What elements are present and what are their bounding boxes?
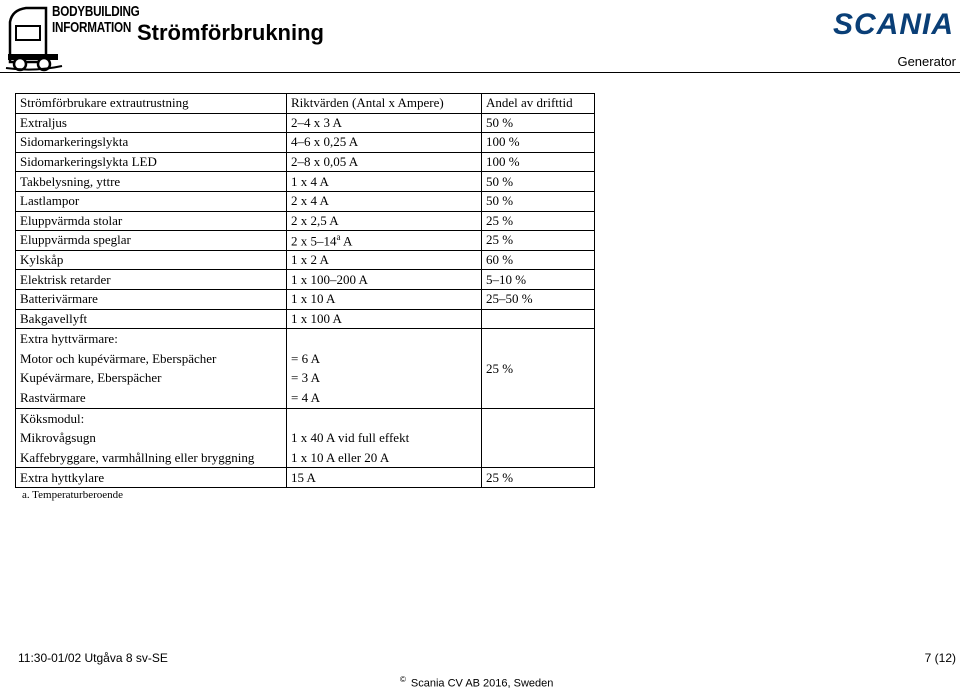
consumer-cell: Eluppvärmda stolar bbox=[16, 211, 287, 231]
share-cell: 50 % bbox=[482, 113, 595, 133]
share-cell bbox=[482, 309, 595, 329]
sub-item-label: Rastvärmare bbox=[20, 389, 86, 405]
guideline-cell: 2 x 2,5 A bbox=[287, 211, 482, 231]
consumer-cell: Kylskåp bbox=[16, 250, 287, 270]
share-cell bbox=[482, 408, 595, 468]
document-id: 11:30-01/02 Utgåva 8 sv-SE bbox=[18, 651, 168, 665]
sub-item-value: 1 x 40 A vid full effekt bbox=[291, 430, 410, 446]
consumer-cell: Elektrisk retarder bbox=[16, 270, 287, 290]
copyright bbox=[400, 675, 553, 690]
power-consumption-table bbox=[15, 93, 595, 488]
share-cell: 25 % bbox=[482, 468, 595, 488]
share-cell: 50 % bbox=[482, 172, 595, 192]
share-cell: 100 % bbox=[482, 152, 595, 172]
copyright-icon: © bbox=[400, 675, 406, 684]
section-label: Generator bbox=[897, 54, 956, 69]
guideline-cell: 1 x 100 A bbox=[287, 309, 482, 329]
guideline-cell bbox=[287, 329, 482, 408]
guideline-cell: 4–6 x 0,25 A bbox=[287, 133, 482, 153]
table-row bbox=[16, 468, 595, 488]
guideline-unit: A bbox=[340, 233, 353, 249]
guideline-cell: 1 x 10 A bbox=[287, 289, 482, 309]
group-label: Köksmodul: bbox=[20, 410, 85, 426]
share-cell: 25 % bbox=[482, 211, 595, 231]
table-row-cab-heater-group bbox=[16, 329, 595, 408]
consumer-cell: Eluppvärmda speglar bbox=[16, 231, 287, 251]
consumer-cell bbox=[16, 329, 287, 408]
guideline-cell: 2–4 x 3 A bbox=[287, 113, 482, 133]
guideline-cell: 15 A bbox=[287, 468, 482, 488]
guideline-cell: 2 x 4 A bbox=[287, 191, 482, 211]
page-number: 7 (12) bbox=[924, 651, 956, 665]
table-row bbox=[16, 211, 595, 231]
sub-item-label: Mikrovågsugn bbox=[20, 430, 96, 446]
consumer-cell: Takbelysning, yttre bbox=[16, 172, 287, 192]
share-cell: 25 % bbox=[482, 231, 595, 251]
table-row bbox=[16, 152, 595, 172]
table-row bbox=[16, 250, 595, 270]
copyright-text: Scania CV AB 2016, Sweden bbox=[410, 677, 554, 690]
logo-text: BODYBUILDING INFORMATION bbox=[52, 3, 140, 36]
footnote: a. Temperaturberoende bbox=[22, 489, 124, 501]
guideline-cell: 1 x 4 A bbox=[287, 172, 482, 192]
sub-item-value: = 4 A bbox=[291, 389, 321, 405]
consumer-cell: Sidomarkeringslykta LED bbox=[16, 152, 287, 172]
scania-logo: SCANIA bbox=[832, 8, 954, 41]
table-row bbox=[16, 113, 595, 133]
bodybuilding-logo bbox=[4, 2, 140, 72]
group-label: Extra hyttvärmare: bbox=[20, 331, 118, 347]
table-row bbox=[16, 309, 595, 329]
share-cell: 60 % bbox=[482, 250, 595, 270]
share-cell: 5–10 % bbox=[482, 270, 595, 290]
sub-item-value: = 3 A bbox=[291, 370, 321, 386]
guideline-cell: 2–8 x 0,05 A bbox=[287, 152, 482, 172]
table-row bbox=[16, 289, 595, 309]
table-row bbox=[16, 270, 595, 290]
guideline-value: 2 x 5–14 bbox=[291, 233, 337, 249]
header-divider bbox=[0, 72, 960, 73]
sub-item-label: Motor och kupévärmare, Eberspächer bbox=[20, 350, 217, 366]
consumer-cell: Batterivärmare bbox=[16, 289, 287, 309]
share-cell: 25–50 % bbox=[482, 289, 595, 309]
table-row bbox=[16, 133, 595, 153]
column-header-consumer: Strömförbrukare extrautrustning bbox=[16, 94, 287, 114]
table-row bbox=[16, 231, 595, 251]
table-row bbox=[16, 191, 595, 211]
consumer-cell: Extra hyttkylare bbox=[16, 468, 287, 488]
sub-item-value: = 6 A bbox=[291, 350, 321, 366]
column-header-share: Andel av drifttid bbox=[482, 94, 595, 114]
consumer-cell: Extraljus bbox=[16, 113, 287, 133]
footnote-ref: a bbox=[336, 231, 341, 242]
consumer-cell bbox=[16, 408, 287, 468]
sub-item-value: 1 x 10 A eller 20 A bbox=[291, 449, 390, 465]
consumer-cell: Sidomarkeringslykta bbox=[16, 133, 287, 153]
sub-item-label: Kupévärmare, Eberspächer bbox=[20, 370, 162, 386]
page-title: Strömförbrukning bbox=[137, 20, 324, 45]
guideline-cell bbox=[287, 408, 482, 468]
table-header-row bbox=[16, 94, 595, 114]
consumer-cell: Lastlampor bbox=[16, 191, 287, 211]
share-cell: 100 % bbox=[482, 133, 595, 153]
guideline-cell: 1 x 2 A bbox=[287, 250, 482, 270]
table-row-kitchen-group bbox=[16, 408, 595, 468]
group-share: 25 % bbox=[486, 360, 514, 376]
share-cell: 50 % bbox=[482, 191, 595, 211]
table-row bbox=[16, 172, 595, 192]
column-header-guideline: Riktvärden (Antal x Ampere) bbox=[287, 94, 482, 114]
consumer-cell: Bakgavellyft bbox=[16, 309, 287, 329]
sub-item-label: Kaffebryggare, varmhållning eller bryggning bbox=[20, 449, 255, 465]
guideline-cell: 1 x 100–200 A bbox=[287, 270, 482, 290]
guideline-cell bbox=[287, 231, 482, 251]
share-cell bbox=[482, 329, 595, 408]
